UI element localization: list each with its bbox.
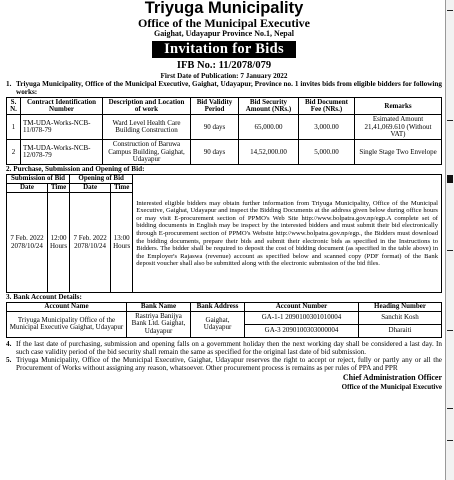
section2-title: 2. Purchase, Submission and Opening of Bid: xyxy=(6,165,145,174)
col-description: Description and Location of work xyxy=(103,98,191,115)
col-account-name: Account Name xyxy=(7,303,127,312)
adjacent-page-edge xyxy=(445,0,454,480)
submission-header: Submission of Bid xyxy=(7,175,70,184)
publication-date: First Date of Publication: 7 January 2022 xyxy=(160,72,288,80)
col-remarks: Remarks xyxy=(355,98,442,115)
cell-security: 14,52,000.00 xyxy=(239,140,299,165)
col-account-number: Account Number xyxy=(245,303,359,312)
opening-date-label: Date xyxy=(70,184,111,193)
cell-contract-id: TM-UDA-Works-NCB-11/078-79 xyxy=(21,115,103,140)
submission-date-label: Date xyxy=(7,184,48,193)
col-contract-id: Contract Identification Number xyxy=(21,98,103,115)
cell-sn: 2 xyxy=(7,140,21,165)
clause-4 xyxy=(6,340,442,356)
edge-mark xyxy=(447,10,453,11)
clause-text: If the last date of purchasing, submission and opening falls on a government holiday then the next working day shall be considered a last day. In such case validity period of the bid security shall remain the same as specified for the original last date of bid submission. xyxy=(16,339,442,356)
opening-time-label: Time xyxy=(111,184,133,193)
col-validity: Bid Validity Period xyxy=(191,98,239,115)
table-row xyxy=(7,311,442,324)
clause-number: 4. xyxy=(6,339,12,348)
account-number: GA-3 2090100303000004 xyxy=(245,324,359,337)
table-row xyxy=(7,140,442,165)
clause-number: 5. xyxy=(6,356,12,365)
bid-schedule-table xyxy=(6,174,442,293)
signatory-office: Office of the Municipal Executive xyxy=(341,382,442,391)
signatory-title: Chief Administration Officer xyxy=(342,372,442,382)
col-heading-number: Heading Number xyxy=(359,303,442,312)
submission-date: 7 Feb. 2022 2078/10/24 xyxy=(7,193,48,293)
edge-mark xyxy=(447,330,453,331)
invitation-banner: Invitation for Bids xyxy=(152,41,296,58)
cell-fee: 3,000.00 xyxy=(299,115,355,140)
cell-fee: 5,000.00 xyxy=(299,140,355,165)
col-bank-name: Bank Name xyxy=(127,303,191,312)
clause-5 xyxy=(6,356,442,372)
cell-remarks: Esimated Amount 21,41,069.610 (Without VAT) xyxy=(355,115,442,140)
clause-text: Triyuga Municipality, Office of the Municipal Executive, Gaighat, Udayapur reserves the right to accept or reject, fully or partly any or all the Procurement of Works without assigning any reason, whatsoever. Other procurement process is remains as per rules of PPA and PPR xyxy=(16,356,442,373)
cell-validity: 90 days xyxy=(191,140,239,165)
submission-time: 12:00 Hours xyxy=(48,193,70,293)
office-name: Office of the Municipal Executive xyxy=(138,16,310,30)
heading-number: Sanchit Kosh xyxy=(359,311,442,324)
bank-name: Rastriya Banijya Bank Ltd. Gaighat, Udayapur xyxy=(127,311,191,337)
intro-text: Triyuga Municipality, Office of the Municipal Executive, Gaighat, Udayapur, Province no. 1 invites bids from eligible bidders for following works: xyxy=(16,80,442,97)
intro-clause xyxy=(6,80,442,96)
col-sn: S. N. xyxy=(7,98,21,115)
cell-contract-id: TM-UDA-Works-NCB-12/078-79 xyxy=(21,140,103,165)
bank-account-table xyxy=(6,302,442,338)
opening-date: 7 Feb. 2022 2078/10/24 xyxy=(70,193,111,293)
edge-mark xyxy=(447,440,453,441)
opening-time: 13:00 Hours xyxy=(111,193,133,293)
schedule-header-row xyxy=(7,175,442,184)
cell-security: 65,000.00 xyxy=(239,115,299,140)
works-table-header xyxy=(7,98,442,115)
cell-description: Construction of Baruwa Campus Building, Gaighat, Udayapur xyxy=(103,140,191,165)
edge-mark xyxy=(447,175,453,183)
office-address: Gaighat, Udayapur Province No.1, Nepal xyxy=(154,29,294,38)
ifb-number: IFB No.: 11/2078/079 xyxy=(176,60,272,71)
edge-mark xyxy=(447,408,453,409)
signature-block xyxy=(6,373,442,391)
col-bank-address: Bank Address xyxy=(191,303,245,312)
cell-validity: 90 days xyxy=(191,115,239,140)
intro-number: 1. xyxy=(6,80,12,88)
section3-title: 3. Bank Account Details: xyxy=(6,293,82,301)
submission-time-label: Time xyxy=(48,184,70,193)
bank-address: Gaighat, Udayapur xyxy=(191,311,245,337)
opening-header: Opening of Bid xyxy=(70,175,133,184)
cell-description: Ward Level Health Care Building Construction xyxy=(103,115,191,140)
edge-mark xyxy=(447,120,453,121)
edge-mark xyxy=(447,250,453,251)
cell-sn: 1 xyxy=(7,115,21,140)
col-fee: Bid Document Fee (NRs.) xyxy=(299,98,355,115)
heading-number: Dharaiti xyxy=(359,324,442,337)
municipality-title: Triyuga Municipality xyxy=(144,0,304,17)
table-row xyxy=(7,115,442,140)
works-table xyxy=(6,97,442,165)
notice-header xyxy=(6,0,442,80)
account-name: Triyuga Municipality Office of the Municipal Executive Gaighat, Udayapur xyxy=(7,311,127,337)
bank-header-row xyxy=(7,303,442,312)
col-security: Bid Security Amount (NRs.) xyxy=(239,98,299,115)
purchase-instructions: Interested eligible bidders may obtain further information from Triyuga Municipality, Office of the Municipal Executive, Gaighat, Udayapur and inspect the Bidding Documents at the address given below during office hours or may visit E-procurement section of PPMO's Web Site http://www.bolpatra.gov.np/egp.A complete set of bidding documents in English may be inspect by the interested bidders and must submit their bid electronically through E-procurement section of PPMO's Website http://www.bolpatra.gov.np/egp., the Bidders must download the bidding documents, prepare their bids and submit their electronic bids as specified in the Instructions to Bidders. The bidder shall be required to deposit the cost of bidding document (as specified in the table above) in the Employer's Rajaswa (revenue) account as specified below and scanned copy (PDF format) of the Bank deposit voucher shall also be submitted along with the electronic submission of the bid files. xyxy=(133,175,442,293)
account-number: GA-1-1 2090100301010004 xyxy=(245,311,359,324)
cell-remarks: Single Stage Two Envelope xyxy=(355,140,442,165)
